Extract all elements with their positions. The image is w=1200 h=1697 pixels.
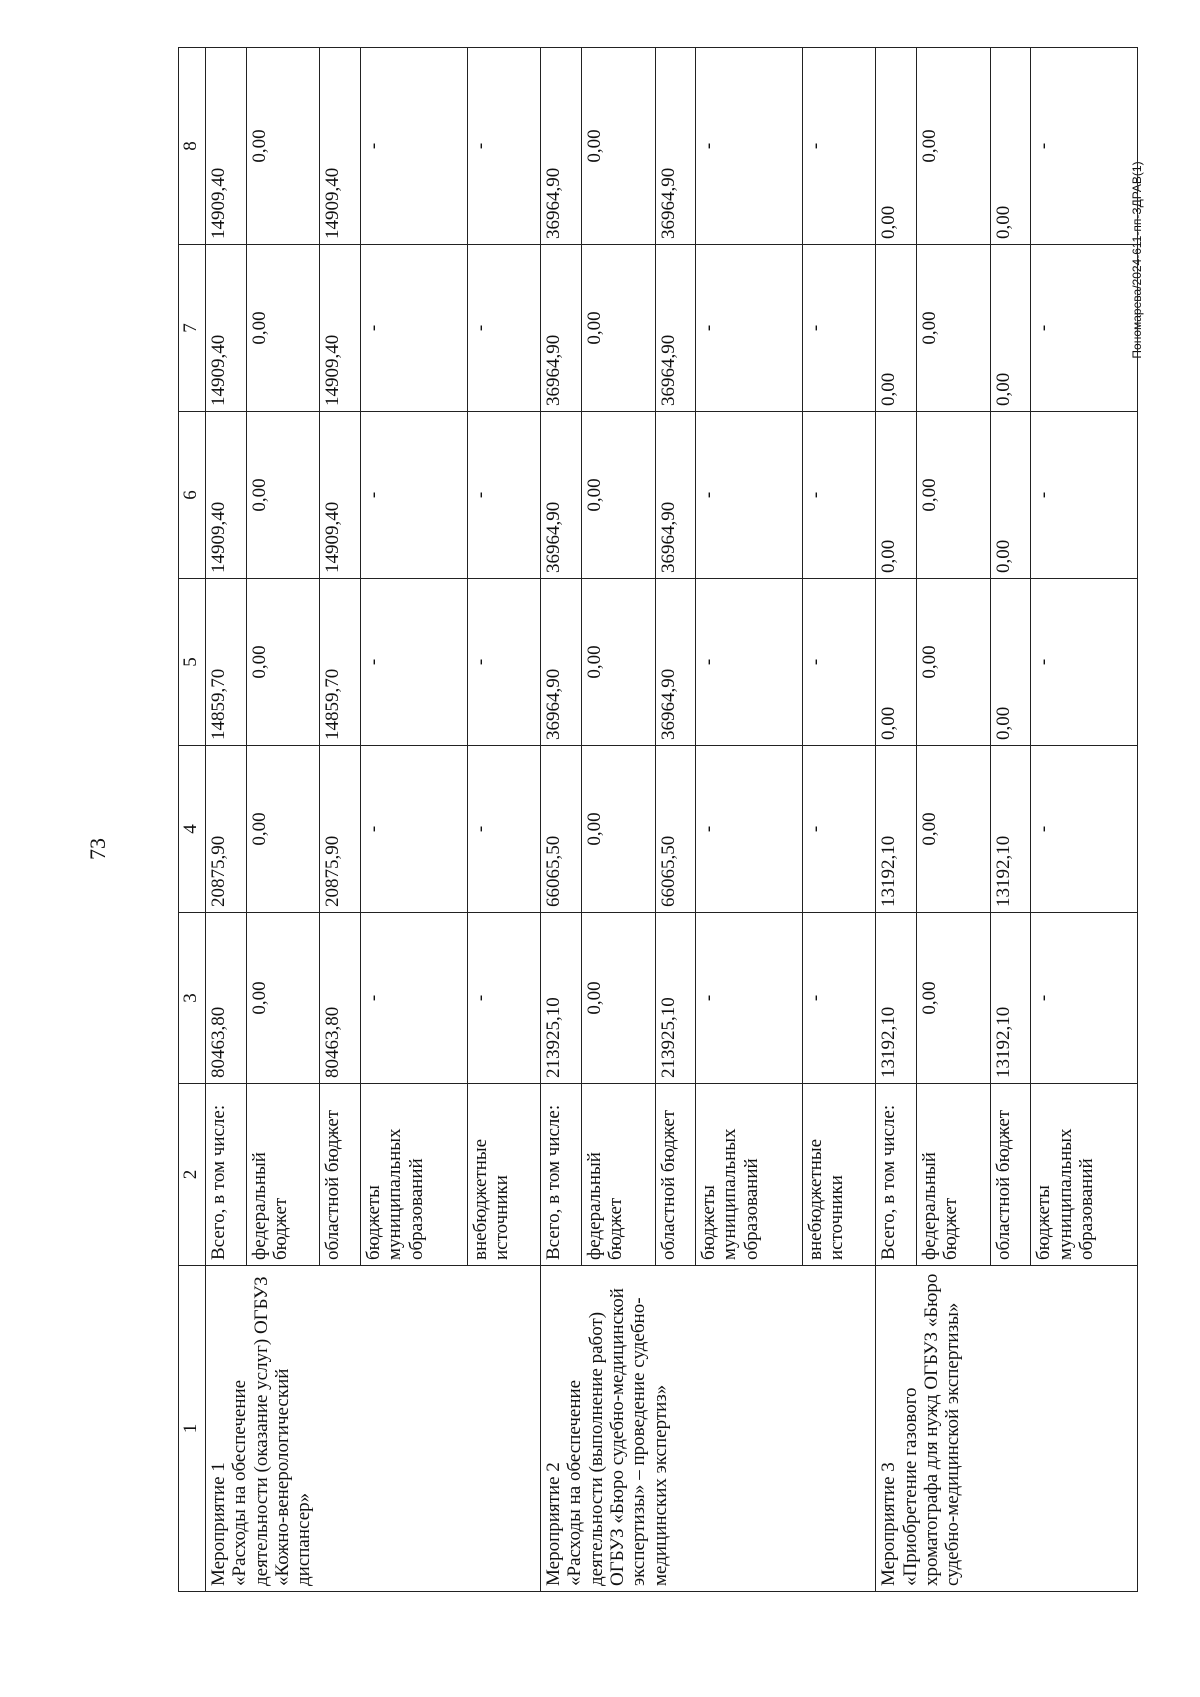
header-cell: 5 [179,579,206,746]
value-cell: 66065,50 [655,746,696,913]
value-cell: 0,00 [917,412,991,579]
value-cell: - [696,245,803,412]
value-cell: 0,00 [990,412,1031,579]
value-cell: 0,00 [246,245,320,412]
document-code-text: Пономарева/2024-611-пп-ЗДРАВ(1) [1130,161,1144,359]
value-cell: 14909,40 [320,48,361,245]
value-cell: 80463,80 [206,913,247,1084]
value-cell: 14859,70 [320,579,361,746]
value-cell: 14909,40 [206,412,247,579]
value-cell: - [361,579,468,746]
value-cell: - [467,48,541,245]
funding-source-cell: Всего, в том числе: [876,1084,917,1266]
value-cell: - [1031,579,1138,746]
table-body [206,48,1138,1592]
value-cell: 0,00 [876,579,917,746]
value-cell: 13192,10 [876,913,917,1084]
value-cell: - [696,579,803,746]
value-cell: 0,00 [581,412,655,579]
value-cell: 14909,40 [206,48,247,245]
funding-source-cell: областной бюджет [990,1084,1031,1266]
value-cell: 0,00 [917,48,991,245]
value-cell: - [361,48,468,245]
funding-source-cell: бюджеты муниципальных образований [361,1084,468,1266]
value-cell: - [696,412,803,579]
value-cell: - [361,913,468,1084]
value-cell: - [361,412,468,579]
table-row [541,48,582,1592]
value-cell: 13192,10 [876,746,917,913]
page-number: 73 [85,838,110,860]
header-cell: 2 [179,1084,206,1266]
value-cell: 0,00 [246,913,320,1084]
value-cell: - [696,48,803,245]
value-cell: 20875,90 [206,746,247,913]
value-cell: 0,00 [917,579,991,746]
value-cell: 0,00 [990,579,1031,746]
value-cell: 36964,90 [541,579,582,746]
funding-source-cell: федеральный бюджет [581,1084,655,1266]
header-cell: 7 [179,245,206,412]
value-cell: 0,00 [917,746,991,913]
value-cell: 0,00 [246,579,320,746]
rotated-table-wrapper [178,48,1138,1592]
value-cell: 13192,10 [990,746,1031,913]
value-cell: 0,00 [876,48,917,245]
value-cell: - [467,579,541,746]
value-cell: 80463,80 [320,913,361,1084]
value-cell: 0,00 [246,746,320,913]
value-cell: 0,00 [876,412,917,579]
value-cell: 0,00 [917,913,991,1084]
header-row [179,48,206,1592]
header-cell: 4 [179,746,206,913]
value-cell: - [802,245,876,412]
value-cell: 0,00 [581,48,655,245]
value-cell: 0,00 [581,913,655,1084]
value-cell: - [1031,746,1138,913]
value-cell: 0,00 [581,245,655,412]
value-cell: 213925,10 [541,913,582,1084]
value-cell: 13192,10 [990,913,1031,1084]
funding-source-cell: Всего, в том числе: [206,1084,247,1266]
value-cell: - [361,245,468,412]
header-cell: 6 [179,412,206,579]
funding-source-cell: Всего, в том числе: [541,1084,582,1266]
value-cell: 36964,90 [655,412,696,579]
value-cell: 14909,40 [206,245,247,412]
value-cell: - [1031,412,1138,579]
value-cell: 14909,40 [320,412,361,579]
value-cell: - [802,579,876,746]
value-cell: 0,00 [581,579,655,746]
value-cell: 0,00 [246,48,320,245]
value-cell: - [467,913,541,1084]
value-cell: 36964,90 [541,412,582,579]
value-cell: 0,00 [246,412,320,579]
event-cell: Мероприятие 3 «Приобретение газового хроматографа для нужд ОГБУЗ «Бюро судебно-медицинской экспертизы» [876,1266,1138,1592]
funding-source-cell: бюджеты муниципальных образований [1031,1084,1138,1266]
value-cell: 213925,10 [655,913,696,1084]
value-cell: - [802,48,876,245]
funding-source-cell: областной бюджет [320,1084,361,1266]
funding-source-cell: бюджеты муниципальных образований [696,1084,803,1266]
event-cell: Мероприятие 1 «Расходы на обеспечение деятельности (оказание услуг) ОГБУЗ «Кожно-венерологический диспансер» [206,1266,541,1592]
funding-source-cell: федеральный бюджет [917,1084,991,1266]
value-cell: 14909,40 [320,245,361,412]
value-cell: - [467,412,541,579]
value-cell: 0,00 [917,245,991,412]
value-cell: 36964,90 [541,48,582,245]
value-cell: - [1031,245,1138,412]
funding-source-cell: областной бюджет [655,1084,696,1266]
funding-source-cell: федеральный бюджет [246,1084,320,1266]
funding-source-cell: внебюджетные источники [467,1084,541,1266]
value-cell: - [802,746,876,913]
value-cell: 66065,50 [541,746,582,913]
value-cell: 0,00 [581,746,655,913]
value-cell: 36964,90 [541,245,582,412]
table-row [876,48,917,1592]
funding-source-cell: внебюджетные источники [802,1084,876,1266]
budget-table [178,47,1138,1592]
header-cell: 3 [179,913,206,1084]
value-cell: - [696,913,803,1084]
value-cell: - [696,746,803,913]
value-cell: - [361,746,468,913]
value-cell: 0,00 [990,48,1031,245]
header-cell: 8 [179,48,206,245]
value-cell: - [1031,48,1138,245]
value-cell: 36964,90 [655,579,696,746]
event-cell: Мероприятие 2 «Расходы на обеспечение деятельности (выполнение работ) ОГБУЗ «Бюро судебно-медицинской экспертизы» – проведение судебно-медицинских экспертиз» [541,1266,876,1592]
table-row [206,48,247,1592]
value-cell: - [802,412,876,579]
value-cell: - [1031,913,1138,1084]
value-cell: 0,00 [990,245,1031,412]
value-cell: 20875,90 [320,746,361,913]
value-cell: - [802,913,876,1084]
header-cell: 1 [179,1266,206,1592]
value-cell: 36964,90 [655,48,696,245]
value-cell: - [467,245,541,412]
value-cell: 14859,70 [206,579,247,746]
value-cell: 0,00 [876,245,917,412]
value-cell: 36964,90 [655,245,696,412]
value-cell: - [467,746,541,913]
